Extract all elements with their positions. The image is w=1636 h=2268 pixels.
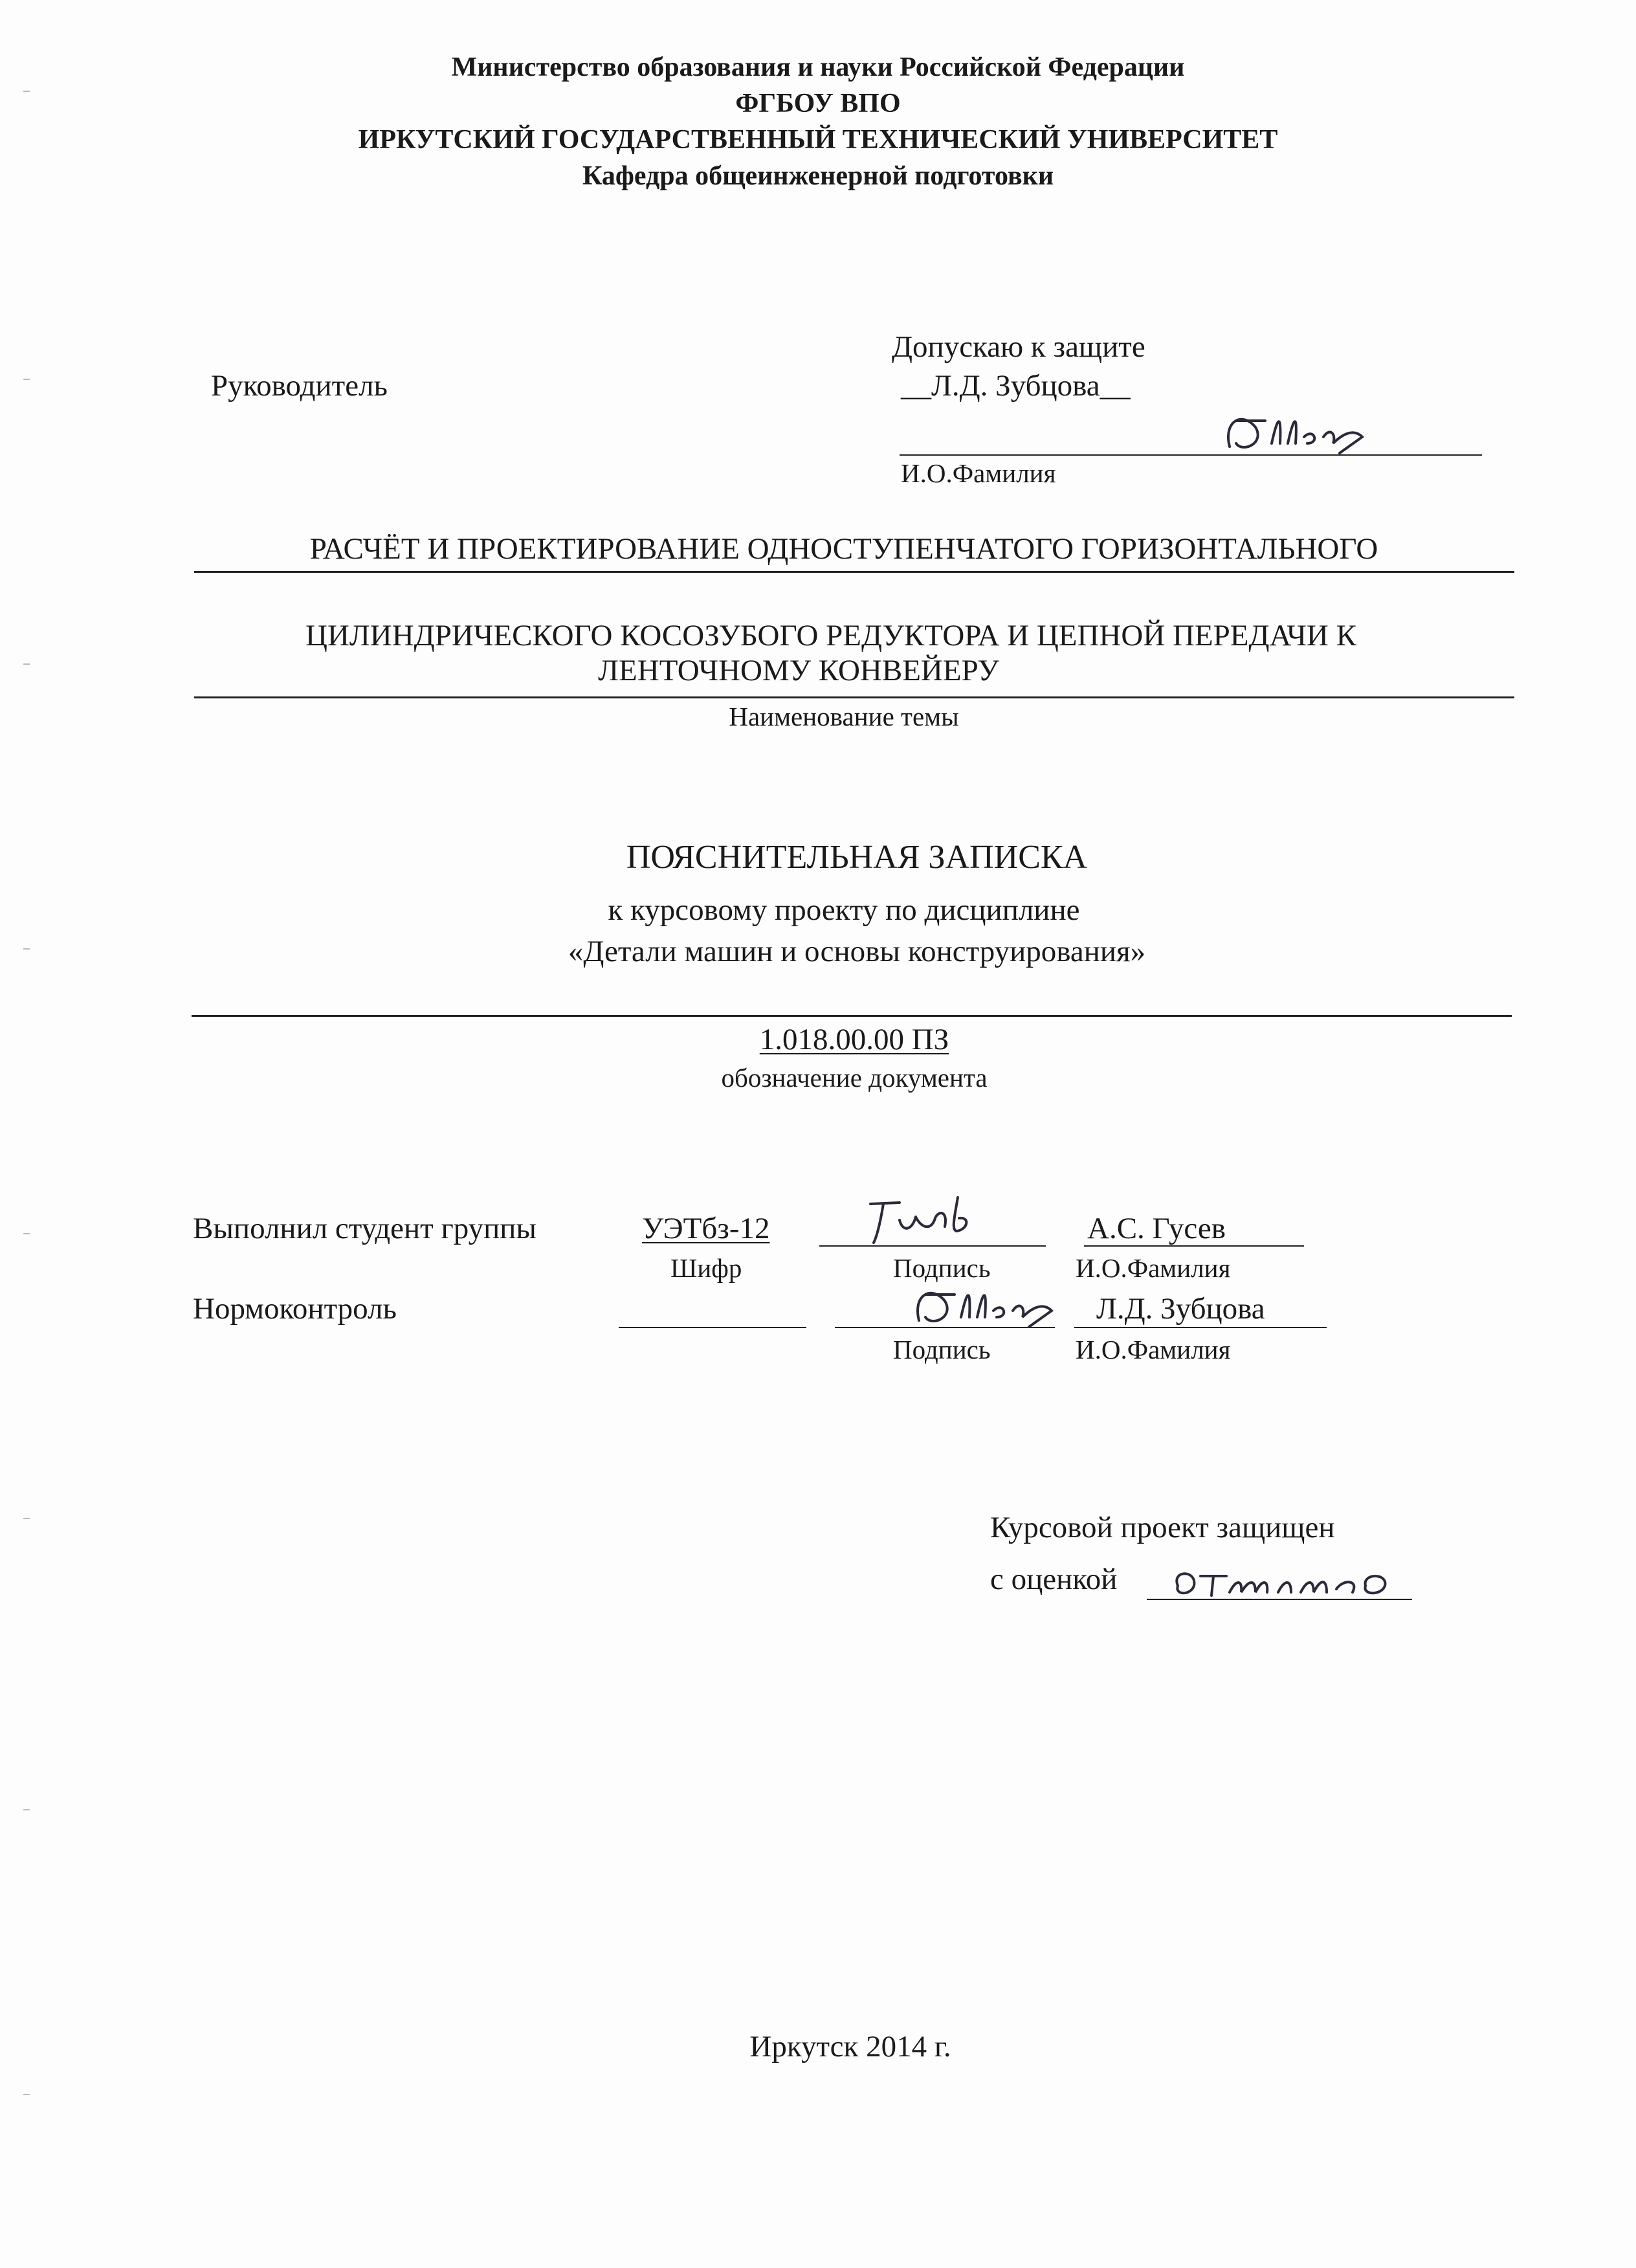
normcontrol-label: Нормоконтроль <box>193 1292 397 1326</box>
supervisor-label: Руководитель <box>211 369 388 403</box>
admit-label: Допускаю к защите <box>892 330 1145 364</box>
signature-line <box>900 454 1482 456</box>
grade-label: с оценкой <box>990 1562 1118 1596</box>
department-heading: Кафедра общеинженерной подготовки <box>582 161 1054 191</box>
topic-line-1: РАСЧЁТ И ПРОЕКТИРОВАНИЕ ОДНОСТУПЕНЧАТОГО ГОРИЗОНТАЛЬНОГО <box>309 532 1378 566</box>
organization-heading: ФГБОУ ВПО <box>735 89 901 118</box>
document-code-caption: обозначение документа <box>721 1063 988 1093</box>
margin-mark <box>23 379 30 380</box>
normcontrol-cipher-line <box>619 1327 806 1328</box>
student-group: УЭТбз-12 <box>642 1212 770 1245</box>
university-heading: ИРКУТСКИЙ ГОСУДАРСТВЕННЫЙ ТЕХНИЧЕСКИЙ УНИВЕРСИТЕТ <box>358 125 1278 155</box>
margin-mark <box>23 1518 30 1519</box>
margin-mark <box>23 2094 30 2095</box>
margin-mark <box>23 948 30 950</box>
student-label: Выполнил студент группы <box>193 1212 536 1245</box>
name-caption: И.О.Фамилия <box>1076 1335 1231 1364</box>
student-name-line <box>1084 1245 1304 1247</box>
name-caption: И.О.Фамилия <box>1076 1253 1231 1283</box>
city-year: Иркутск 2014 г. <box>749 2030 951 2063</box>
ministry-heading: Министерство образования и науки Российской Федерации <box>451 52 1185 82</box>
student-signature <box>861 1191 1003 1249</box>
signature-caption: Подпись <box>893 1335 991 1364</box>
topic-line-2: ЦИЛИНДРИЧЕСКОГО КОСОЗУБОГО РЕДУКТОРА И ЦЕПНОЙ ПЕРЕДАЧИ К <box>305 619 1356 652</box>
topic-rule <box>194 571 1514 573</box>
normcontrol-signature <box>906 1282 1061 1333</box>
admit-name: __Л.Д. Зубцова__ <box>901 369 1131 403</box>
name-caption: И.О.Фамилия <box>901 458 1056 488</box>
signature-caption: Подпись <box>893 1253 991 1283</box>
topic-line-3: ЛЕНТОЧНОМУ КОНВЕЙЕРУ <box>598 654 999 687</box>
document-title: ПОЯСНИТЕЛЬНАЯ ЗАПИСКА <box>626 839 1088 876</box>
grade-handwriting <box>1165 1560 1411 1605</box>
topic-caption: Наименование темы <box>729 702 959 731</box>
cipher-caption: Шифр <box>670 1253 742 1283</box>
normcontrol-name: Л.Д. Зубцова <box>1096 1292 1265 1326</box>
defense-line: Курсовой проект защищен <box>990 1511 1335 1544</box>
student-name: А.С. Гусев <box>1087 1212 1226 1245</box>
margin-mark <box>23 1809 30 1810</box>
normcontrol-name-line <box>1074 1327 1327 1328</box>
designation-rule <box>192 1015 1512 1017</box>
supervisor-signature <box>1217 408 1372 460</box>
course-project-line: к курсовому проекту по дисциплине <box>608 893 1080 927</box>
document-code: 1.018.00.00 ПЗ <box>759 1023 949 1056</box>
topic-rule <box>194 696 1514 698</box>
discipline-line: «Детали машин и основы конструирования» <box>568 935 1146 968</box>
margin-mark <box>23 1233 30 1234</box>
